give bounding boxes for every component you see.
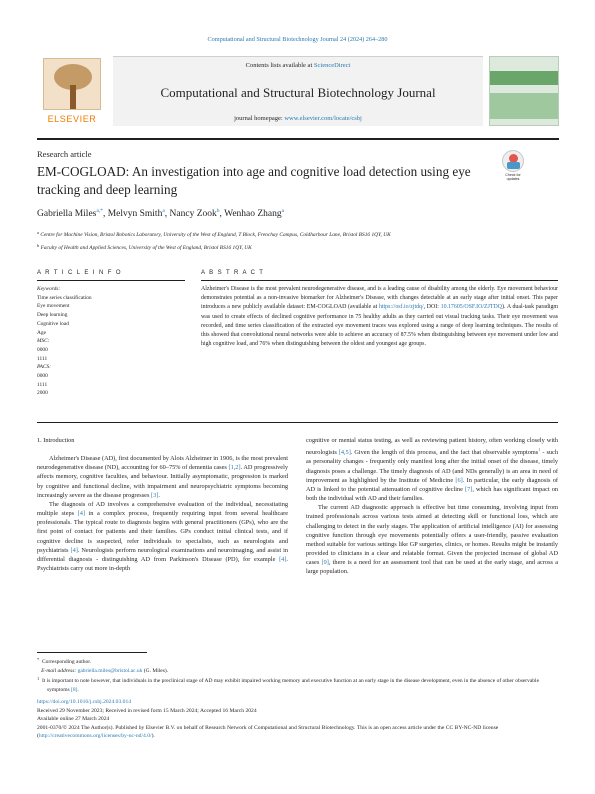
pacs-code: 2000 <box>37 390 48 397</box>
section-heading: 1. Introduction <box>37 437 75 444</box>
masthead-center <box>113 56 483 126</box>
journal-masthead <box>37 56 559 136</box>
citation-link[interactable]: [6] <box>455 476 463 484</box>
article-title: EM-COGLOAD: An investigation into age and cognitive load detection using eye tracking and deep learning <box>37 164 471 197</box>
contents-prefix: Contents lists available at <box>245 62 314 69</box>
pacs-code: 0000 <box>37 373 48 380</box>
article-info-heading: A R T I C L E I N F O <box>37 270 185 281</box>
affiliations <box>37 228 557 253</box>
citation-link[interactable]: [4] <box>279 555 287 563</box>
author-affil-mark[interactable]: b <box>216 208 220 214</box>
abstract-text: Alzheimer's Disease is the most prevalent neurodegenerative disease, and is a leading cause of disability among the elderly. Eye movement behaviour demonstrates potential as a non-invasive biomarker for Alzheimer's Disease, with changes detectable at an early stage after initial onset. This paper introduces a new publicly available dataset: EM-COGLOAD (available at https://osf.io/zjtdq/, DOI: 10.17605/OSF.IO/ZJTDQ). A dual-task paradigm was used to create effects of declined cognitive performance in 75 healthy adults as they carried out visual tracking tasks. Their eye movement was recorded, and time series classification of the extracted eye movement traces was explored using a range of deep learning techniques. The results of this showed that convolutional neural networks were able to achieve an accuracy of 87.5% when distinguishing between eye movement under low and high cognitive load, and 76% when distinguishing between the oldest and youngest age groups. <box>201 286 559 348</box>
publisher-logo[interactable] <box>37 56 107 126</box>
msc-code: 1111 <box>37 355 48 362</box>
dataset-doi-link[interactable]: 10.17605/OSF.IO/ZJTDQ <box>440 304 503 311</box>
msc-label: MSC: <box>37 338 50 345</box>
running-head[interactable]: Computational and Structural Biotechnology Journal 24 (2024) 264–280 <box>207 36 388 43</box>
pacs-label: PACS: <box>37 364 51 371</box>
received-dates: Received 29 November 2023; Received in revised form 15 March 2024; Accepted 16 March 2024 <box>37 707 257 714</box>
article-info-section <box>37 270 185 398</box>
citation-link[interactable]: [4,5] <box>338 449 351 457</box>
pacs-code: 1111 <box>37 381 48 388</box>
keyword: Age <box>37 329 46 336</box>
author-name[interactable]: Wenhao Zhang <box>224 209 282 219</box>
author-name[interactable]: Gabriella Miles <box>37 209 97 219</box>
publication-info <box>37 698 558 741</box>
copyright-statement: 2001-0370/© 2024 The Author(s). Published by Elsevier B.V. on behalf of Research Network of Computational and Structural Biotechnology. This is an open access article under the CC BY-NC-ND license (http://creativecommons.org/licenses/by-nc-nd/4.0/). <box>37 724 499 739</box>
tree-logo-icon <box>43 58 101 110</box>
article-type: Research article <box>37 149 92 159</box>
affiliation: $^b$ Faculty of Health and Applied Sciences, University of the West of England, Bristol BS16 1QY, UK <box>37 242 252 251</box>
author-affil-mark[interactable]: a,* <box>96 208 103 214</box>
keyword: Eye movement <box>37 303 70 310</box>
author-affil-mark[interactable]: a <box>281 208 285 214</box>
citation-link[interactable]: [4] <box>77 510 85 518</box>
citation-link[interactable]: [3] <box>151 491 159 499</box>
author-list: Gabriella Miles$^{a,*}$, Melvyn Smith$^a$, Nancy Zook$^b$, Wenhao Zhang$^a$ <box>37 208 285 219</box>
footnote-divider <box>37 652 147 653</box>
author-name[interactable]: Melvyn Smith <box>107 209 163 219</box>
journal-title: Computational and Structural Biotechnology Journal <box>160 85 436 100</box>
corresponding-author-note: * Corresponding author. <box>37 657 92 665</box>
homepage-line <box>113 115 483 122</box>
journal-cover-thumbnail[interactable] <box>489 56 559 126</box>
paragraph: cognitive or mental status testing, as well as reviewing patient history, often working closely with neurologists [4,5]. Given the length of this process, and the fact that observable symptoms$^1$ - such as personality changes - frequently only manifest long after the initial onset of the disease, timely diagnosis poses a challenge. The timely diagnosis of AD (and NDs generally) is an area in need of improvement as highlighted by the Institute of Medicine [6]. In particular, the early diagnosis of AD is linked to the potential attenuation of cognitive decline [7], which has significant impact on both the individual with AD and their families. <box>306 437 559 503</box>
body-column-right <box>306 436 558 576</box>
license-link[interactable]: http://creativecommons.org/licenses/by-nc-nd/4.0/ <box>38 733 152 739</box>
citation-link[interactable]: [7] <box>465 485 473 493</box>
check-for-updates-button[interactable] <box>500 150 526 181</box>
affiliation: $^a$ Centre for Machine Vision, Bristol Robotics Laboratory, University of the West of England, T Block, Frenchay Campus, Coldharbour Lane, Bristol BS16 1QY, UK <box>37 230 391 238</box>
crossmark-icon <box>502 150 524 172</box>
paragraph: The diagnosis of AD involves a comprehensive evaluation of the individual, necessitating multiple steps [4] in a complex process, frequently requiring input from several healthcare professionals. The typical route to diagnosis begins with general practitioners (GPs), who are the first point of contact for patients and their families. GPs conduct initial clinical tests, and if cognitive decline is suspected, refer individuals to specialists, such as neurologists and psychiatrists [4]. Neurologists perform neurological examinations and neuroimaging, and assist in differential diagnosis - distinguishing AD from Parkinson's Disease (PD), for example [4]. Psychiatrists carry out more in-depth <box>37 500 288 573</box>
citation-link[interactable]: [8] <box>71 686 78 693</box>
citation-link[interactable]: [4] <box>70 546 78 554</box>
abstract-divider <box>37 422 558 423</box>
author-name[interactable]: Nancy Zook <box>169 209 217 219</box>
available-online-date: Available online 27 March 2024 <box>37 716 110 722</box>
citation-link[interactable]: [9] <box>321 559 329 567</box>
paragraph: The current AD diagnostic approach is effective but time consuming, involving input from trained professionals across various tests aimed at detecting skill or functional loss, which are challenging to detect in the early stages. The application of artificial intelligence (AI) for assessing cognitive function through eye movements potentially offers a user-friendly, passive evaluation method suitable for various settings like GP surgeries, clinics, or homes. Results might be instantly provided to clinicians in a clear and relatable format. Given the projected increase of global AD cases [9], there is a need for an assessment tool that can be used at the early stage, and across a large population. <box>306 504 558 576</box>
footnotes <box>37 656 558 694</box>
contents-line <box>113 62 483 69</box>
email-note: E-mail address: gabriella.miles@bristol.ac.uk (G. Miles). <box>41 667 169 674</box>
email-link[interactable]: gabriella.miles@bristol.ac.uk <box>77 667 143 674</box>
abstract-heading: A B S T R A C T <box>201 270 558 281</box>
keyword: Cognitive load <box>37 320 69 327</box>
paragraph: Alzheimer's Disease (AD), first documented by Alois Alzheimer in 1906, is the most prevalent neurodegenerative disease (ND), accounting for 60–75% of dementia cases [1,2]. AD progressively affects memory, cognitive faculties, and behaviour. Initially asymptomatic, progression is marked by cognitive and functional decline, with impairment and neuropsychiatric symptoms becoming increasingly severe as the disease progresses [3]. <box>37 455 289 499</box>
citation-link[interactable]: [1,2] <box>228 464 241 472</box>
crossmark-label: Check for updates <box>505 173 521 182</box>
body-column-left <box>37 436 288 573</box>
keyword: Time series classification <box>37 294 92 301</box>
publisher-logo-text: ELSEVIER <box>47 114 97 124</box>
footnote-1: $^1$ It is important to note however, that individuals in the preclinical stage of AD may exhibit impaired working memory and executive function at an early stage in the disease development, even in the absence of other observable symptoms [8]. <box>37 676 540 693</box>
keyword: Deep learning <box>37 312 68 319</box>
dataset-link[interactable]: https://osf.io/zjtdq/ <box>378 304 424 311</box>
abstract-section <box>201 270 558 349</box>
msc-code: 0000 <box>37 346 48 353</box>
homepage-prefix: journal homepage: <box>234 115 285 122</box>
keywords-label: Keywords: <box>37 286 61 292</box>
footnote-link[interactable]: 1 <box>538 447 541 453</box>
keywords-list <box>37 285 185 398</box>
doi-link[interactable]: https://doi.org/10.1016/j.csbj.2024.03.014 <box>37 699 132 705</box>
sciencedirect-link[interactable]: ScienceDirect <box>313 62 351 69</box>
author-affil-mark[interactable]: a <box>162 208 165 214</box>
journal-homepage-link[interactable]: www.elsevier.com/locate/csbj <box>284 115 362 122</box>
masthead-divider <box>37 138 559 140</box>
